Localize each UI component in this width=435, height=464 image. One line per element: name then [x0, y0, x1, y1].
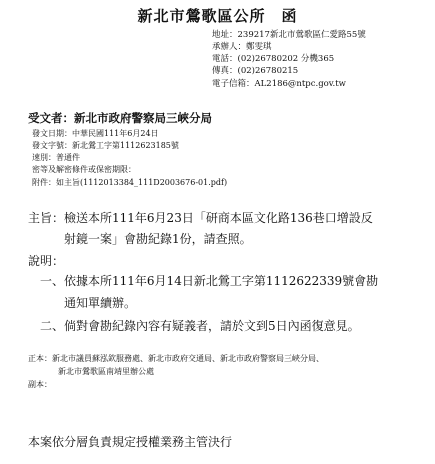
explanation-item-1	[40, 270, 378, 314]
document-number: 發文字號：新北鶯工字第1112623185號	[32, 141, 179, 150]
cc-secondary: 副本：	[28, 380, 52, 389]
attachment: 附件：如主旨(1112013384_111D2003676-01.pdf)	[32, 178, 228, 187]
item-number: 二、	[40, 319, 65, 333]
cc-primary: 正本：新北市議員蘇泓欽服務處、新北市政府交通局、新北市政府警察局三峽分局、	[28, 354, 324, 363]
subject-label: 主旨：	[28, 211, 65, 225]
item-text-continued: 通知單續辦。	[64, 296, 137, 310]
item-text: 倘對會勘紀錄內容有疑義者，請於文到5日內函復意見。	[64, 319, 360, 333]
contact-fax: 傳真：(02)26780215	[212, 66, 299, 76]
item-text: 依據本所111年6月14日新北鶯工字第1112622339號會勘	[64, 274, 379, 288]
contact-officer: 承辦人：鄭雯琪	[212, 42, 272, 52]
explanation-label: 說明：	[28, 254, 65, 268]
item-number: 一、	[40, 274, 65, 288]
document-title: 新北市鶯歌區公所 函	[137, 7, 298, 25]
contact-phone: 電話：(02)26780202 分機365	[212, 54, 335, 64]
urgency: 速別：普通件	[32, 153, 80, 162]
explanation-item-2	[40, 315, 360, 337]
contact-address: 地址：239217新北市鶯歌區仁愛路55號	[212, 30, 366, 40]
subject-line-1: 檢送本所111年6月23日「研商本區文化路136巷口增設反	[64, 211, 373, 225]
recipient: 受文者：新北市政府警察局三峽分局	[28, 111, 212, 125]
subject-line-2: 射鏡一案」會勘紀錄1份，請查照。	[64, 232, 252, 246]
cc-primary-continued: 新北市鶯歌區南靖里辦公處	[58, 367, 154, 376]
confidentiality: 密等及解密條件或保密期限：	[32, 165, 136, 174]
contact-email: 電子信箱：AL2186@ntpc.gov.tw	[212, 79, 346, 89]
issue-date: 發文日期：中華民國111年6月24日	[32, 129, 159, 138]
subject	[28, 208, 373, 250]
authorization-note: 本案依分層負責規定授權業務主管決行	[28, 435, 233, 449]
